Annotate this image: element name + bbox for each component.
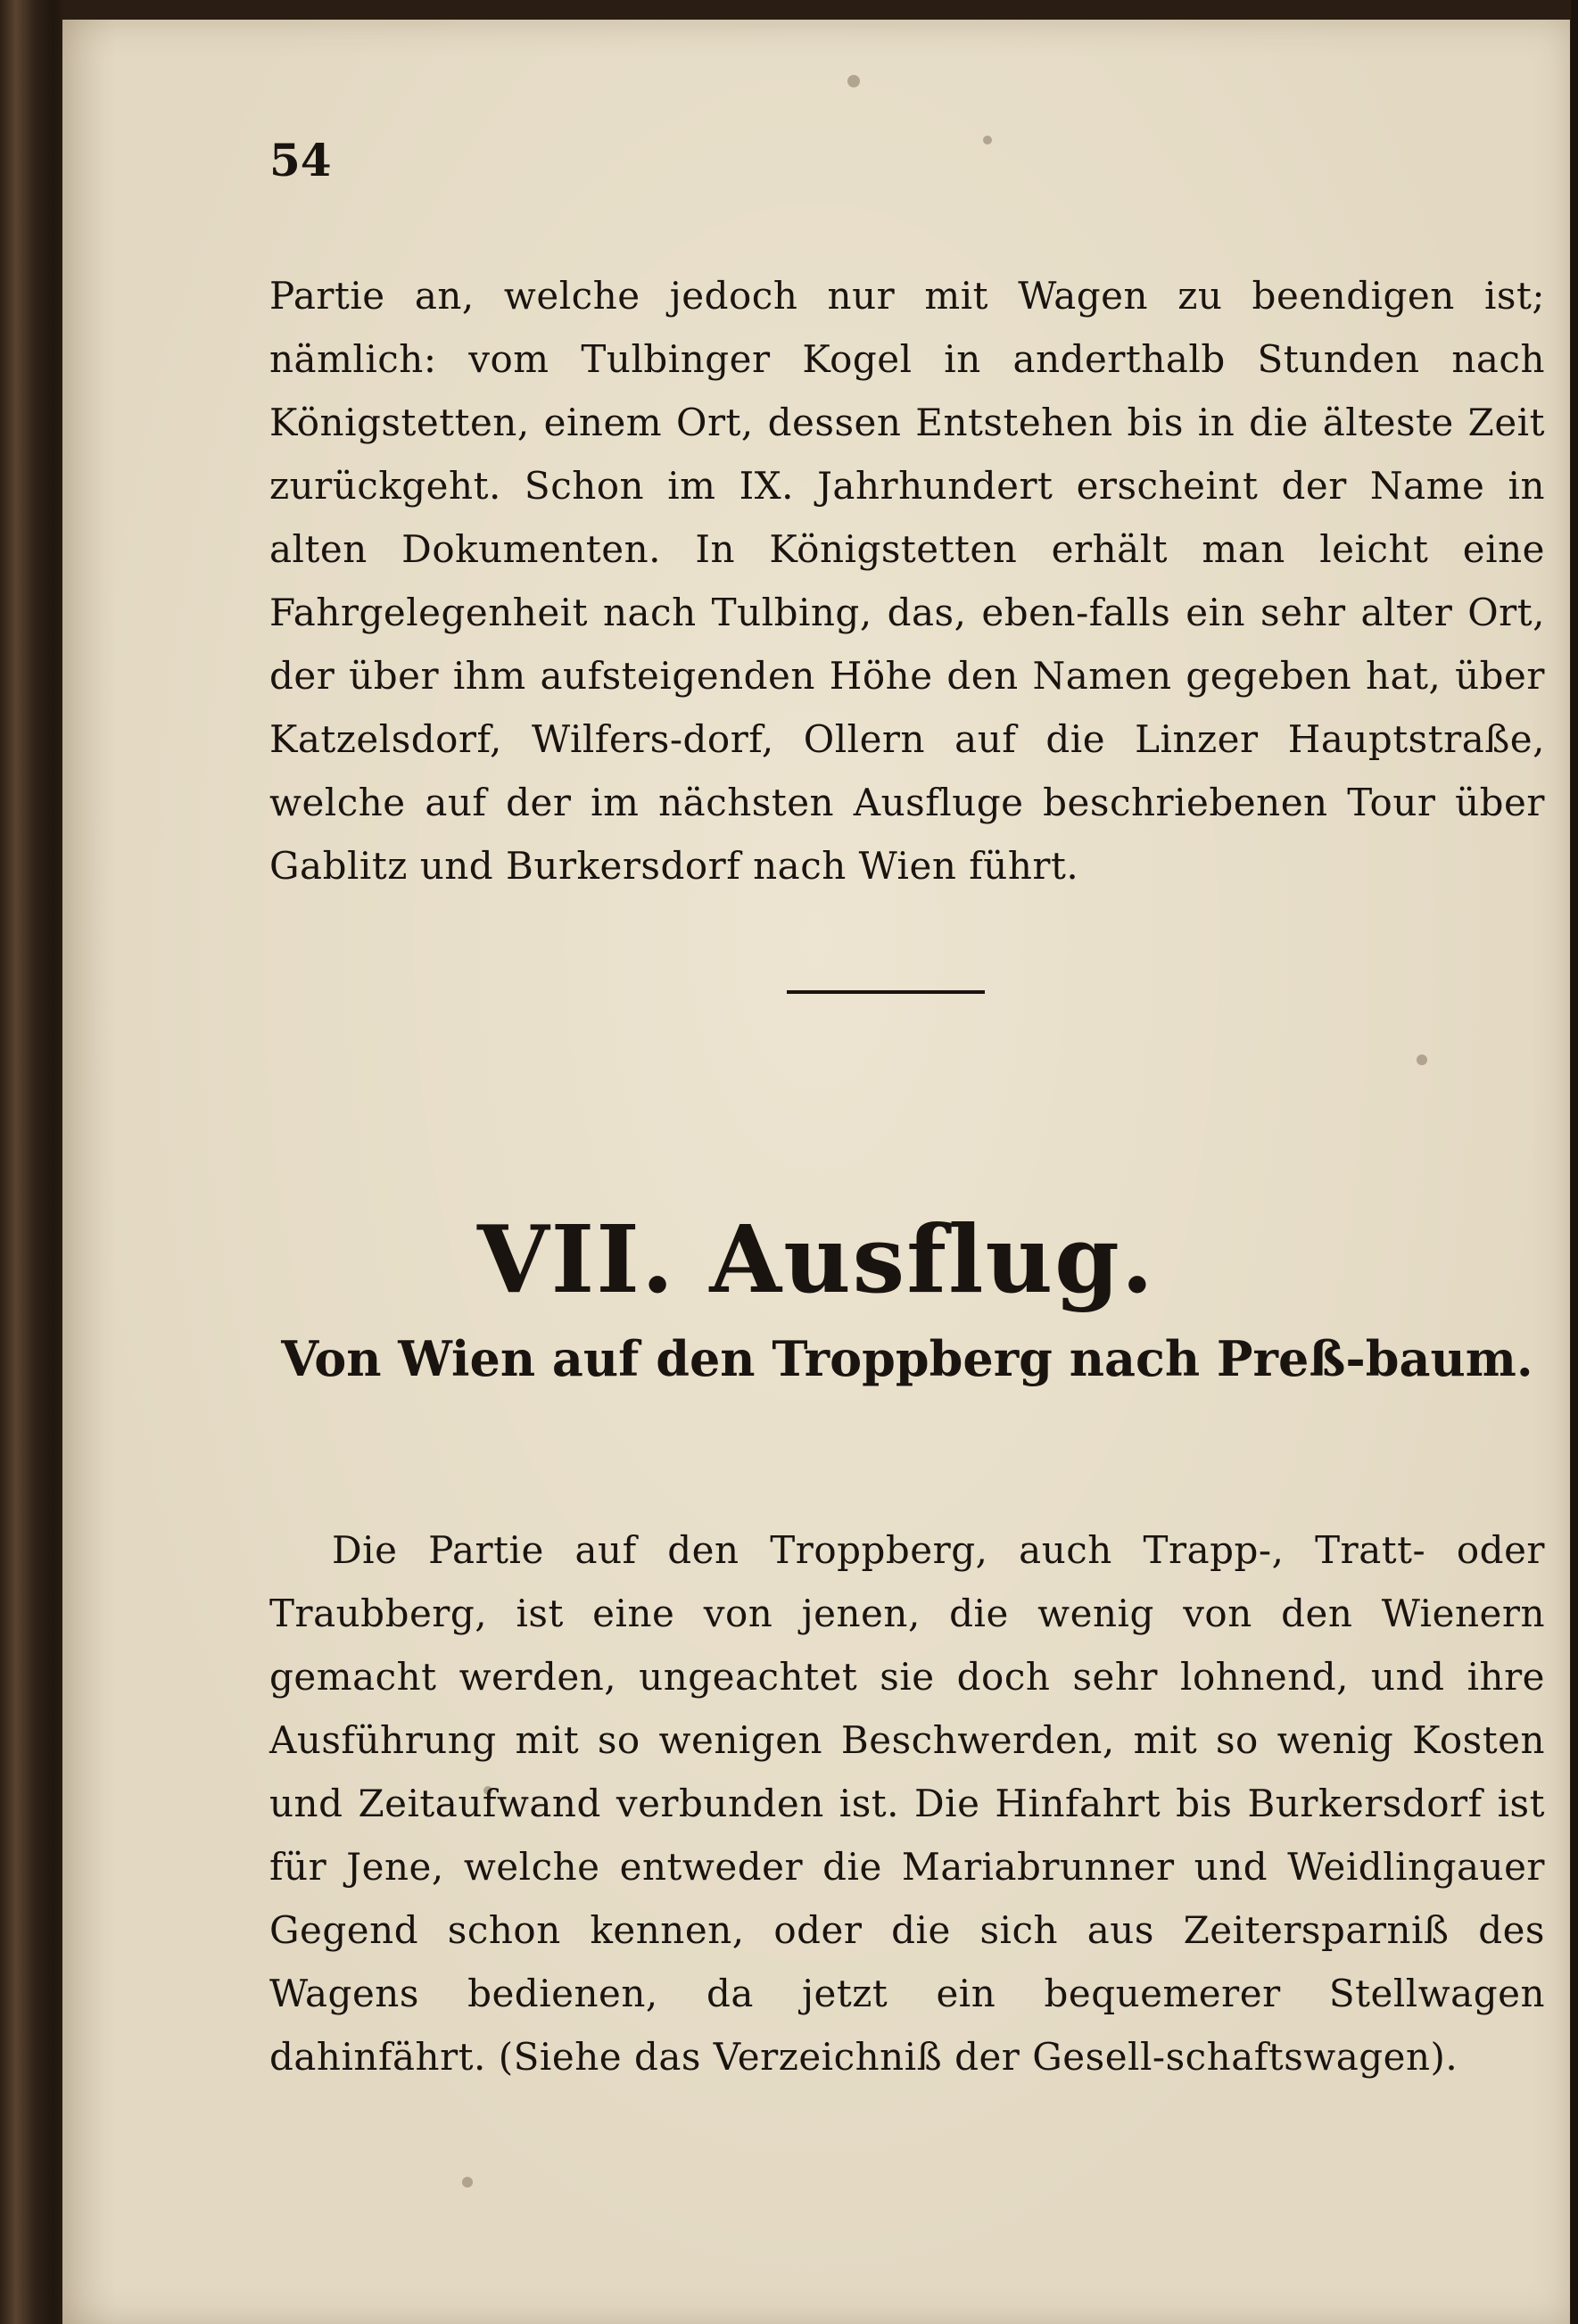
paper-spot (462, 2177, 473, 2188)
book-page (62, 20, 1570, 2324)
paper-spot (847, 75, 860, 87)
chapter-subtitle: Von Wien auf den Troppberg nach Preß-baum. (281, 1329, 1533, 1387)
chapter-heading: VII. Ausflug. (476, 1203, 1156, 1314)
page-number: 54 (269, 134, 332, 186)
scan-edge (1571, 0, 1578, 2324)
paper-spot (1417, 1054, 1427, 1065)
body-paragraph: Partie an, welche jedoch nur mit Wagen zu beendigen ist; nämlich: vom Tulbinger Kogel in anderthalb Stunden nach Königstetten, einem Ort, dessen Entstehen bis in die älteste Zeit zurückgeht. Schon im IX. Jahrhundert erscheint der Name in alten Dokumenten. In Königstetten erhält man leicht eine Fahrgelegenheit nach Tulbing, das, eben-falls ein sehr alter Ort, der über ihm aufsteigenden Höhe den Namen gegeben hat, über Katzelsdorf, Wilfers-dorf, Ollern auf die Linzer Hauptstraße, welche auf der im nächsten Ausfluge beschriebenen Tour über Gablitz und Burkersdorf nach Wien führt. (269, 274, 1545, 888)
section-divider (787, 990, 985, 994)
body-paragraph: Die Partie auf den Troppberg, auch Trapp-, Tratt- oder Traubberg, ist eine von jenen, die wenig von den Wienern gemacht werden, ungeachtet sie doch sehr lohnend, und ihre Ausführung mit so wenigen Beschwerden, mit so wenig Kosten und Zeitaufwand verbunden ist. Die Hinfahrt bis Burkersdorf ist für Jene, welche entweder die Mariabrunner und Weidlingauer Gegend schon kennen, oder die sich aus Zeitersparniß des Wagens bedienen, da jetzt ein bequemerer Stellwagen dahinfährt. (Siehe das Verzeichniß der Gesell-schaftswagen). (269, 1528, 1545, 2079)
paper-spot (983, 136, 992, 145)
